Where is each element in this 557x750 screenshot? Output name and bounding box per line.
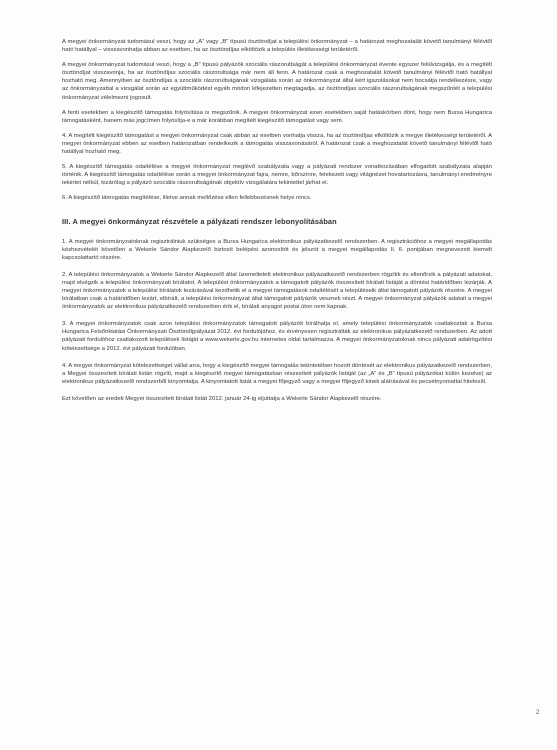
- paragraph: 4. A megítélt kiegészítő támogatást a megyei önkormányzat csak abban az esetben vonhatja vissza, ha az ösztöndíjas elköltözik a megye illetékességi területéről. A megyei önkormányzat ebben az esetben határozatban rendelkezik a támogatás visszavonásáról. A határozat csak a meghozatalát követő tanulmányi félévtől ható hatállyal hozható meg.: [62, 132, 492, 156]
- paragraph: 3. A megyei önkormányzatok csak azon települési önkormányzatok támogatott pályázóit bírálhatja el, amely települési önkormányzatok csatlakoztak a Bursa Hungarica Felsőoktatási Önkormányzati Ösztöndíjpályázat 2012. évi fordulójához, és érvényesen regisztrálták az elektronikus pályázatkezelő rendszerben. Az adott pályázati fordulóhoz csatlakozott települések listáját a www.wekerle.gov.hu internetes oldal tartalmazza. A megyei önkormányzatoknak nincs pályázati adatrögzítési kötelezettsége a 2012. évi pályázati fordulóban.: [62, 321, 492, 352]
- paragraph: 1. A megyei önkormányzatoknak regisztrálniuk szükséges a Bursa Hungarica elektronikus pályázatkezelő rendszerben. A regisztrációhoz a megyei megállapodás kézhezvételét követően a Wekerle Sándor Alapkezelő biztosít belépési azonosítót és jelszót a megyei megállapodás II. 6. pontjában megnevezett kiemelt kapcsolattartó részére.: [62, 238, 492, 261]
- page-number: 2: [536, 710, 540, 716]
- paragraph: 6. A kiegészítő támogatás megítélése, illetve annak mellőzése ellen fellebbezésnek helye nincs.: [62, 195, 312, 202]
- paragraph: 2. A települési önkormányzatok a Wekerle Sándor Alapkezelő által üzemeltetett elektronikus pályázatkezelő rendszerben rögzítik és ellenőrzik a pályázati adatokat, majd elvégzik a települési önkormányzati bírálatot. A települési önkormányzatok a támogatott pályázók összesített bírálati listáját a döntési határidőben lezárják. A megyei önkormányzatok a települési bírálatok lezárásával kezdhetik el a megyei támogatások odaítélését a településeik által támogatott pályázók részére. A megyei bírálatban csak a határidőben lezárt, elbírált, a települési önkormányzat által támogatott pályázók vesznek részt. A megyei önkormányzat pályázók adatait a megyei önkormányzatok az elektronikus pályázatkezelő rendszerben érik el, bírálati anyagot postai úton nem kapnak.: [62, 271, 492, 311]
- paragraph: A fenti esetekben a kiegészítő támogatás folyósítása is megszűnik. A megyei önkormányzat ezen esetekben saját hatáskörben dönt, hogy nem Bursa Hungarica támogatásként, hanem más jogcímen folyósítja-e a már korábban megítélt kiegészítő támogatást vagy sem.: [62, 109, 492, 124]
- paragraph: 4. A megyei önkormányzat kötelezettséget vállal arra, hogy a kiegészítő megyei támogatás tekintetében hozott döntését az elektronikus pályázatkezelő rendszerben, a Megyei összesített bírálati listán rögzíti, majd a kiegészítő megyei támogatásban részesített pályázók listáját (az „A” és „B” típusú pályázókat külön kezelve) az elektronikus pályázatkezelő rendszerből kinyomtatja. A kinyomtatott listát a megyei főjegyző vagy a megyei főjegyző kinek aláírásával és pecsétnyomattal hitelesíti.: [62, 362, 492, 385]
- paragraph: A megyei önkormányzat tudomásul veszi, hogy az „A” vagy „B” típusú ösztöndíjat a települési önkormányzat – a határozat meghozatalát követő tanulmányi félévtől ható hatállyal – visszavonhatja abban az esetben, ha az ösztöndíjas elköltözik a település illetékességi területéről.: [62, 39, 492, 54]
- closing-paragraph: Ezt követően az eredeti Megyei összesített bírálati listát 2012. január 24-ig eljuttatja a Wekerle Sándor Alapkezelő részére.: [62, 395, 382, 402]
- paragraph: 5. A kiegészítő támogatás odaítélése a megyei önkormányzat meglévő szabályzata vagy a pályázati rendszer vonatkozásában elfogadott szabályzata alapján történik. A kiegészítő támogatás odaítélése során a megyei önkormányzat fajra, nemre, bőrszínre, felekezeti vagy világnézet hovatartozásra, tanulmányi eredményre tekintet nélkül, kizárólag a pályázó szociális rászorultságának objektív vizsgálatára tekintettel járhat el.: [62, 164, 492, 187]
- paragraph: A megyei önkormányzat tudomásul veszi, hogy a „B” típusú pályázók szociális rászorultságát a települési önkormányzat évente egyszer felülvizsgálja, és a megítélt ösztöndíjat visszavonja, ha az ösztöndíjas szociális rászorultsága már nem áll fenn. A határozat csak a meghozatalát követő tanulmányi félévtől ható hatállyal hozható meg. Amennyiben az ösztöndíjas a szociális rászorultságának vizsgálata során az önkormányzat által kért igazolásokat nem bocsátja rendelkezésre, vagy az önkormányzattal a vizsgálat során az együttműködést egyéb módon kifejezetten megtagadja, az ösztöndíjas szociális rászorultságának megszűntét a települési önkormányzat vélelmezni jogosult.: [62, 62, 492, 101]
- document-body: [62, 38, 492, 410]
- section-heading: III. A megyei önkormányzat részvétele a pályázati rendszer lebonyolításában: [62, 216, 337, 226]
